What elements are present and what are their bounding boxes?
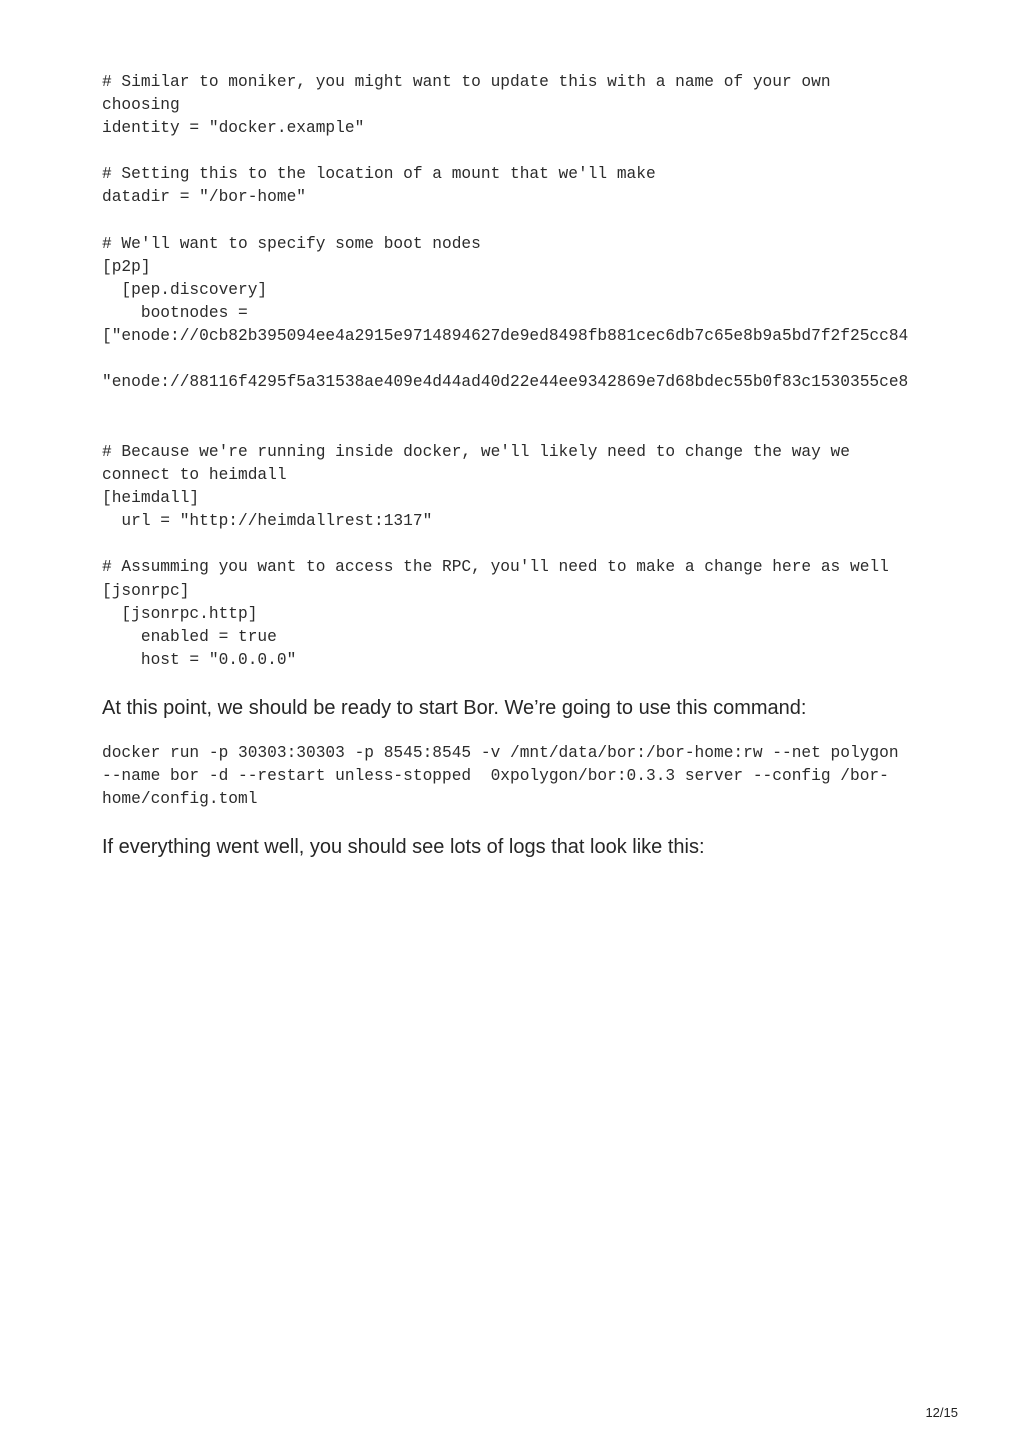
code-line: # Because we're running inside docker, we'll likely need to change the way we	[102, 443, 850, 461]
code-line: docker run -p 30303:30303 -p 8545:8545 -v /mnt/data/bor:/bor-home:rw --net polygon	[102, 744, 899, 762]
code-line: # Similar to moniker, you might want to update this with a name of your own	[102, 73, 831, 91]
code-line: [pep.discovery]	[102, 280, 268, 299]
code-line	[102, 140, 924, 163]
code-line: choosing	[102, 96, 180, 115]
code-line: # We'll want to specify some boot nodes	[102, 234, 481, 253]
code-line: connect to heimdall	[102, 466, 287, 485]
code-line: [jsonrpc]	[102, 581, 190, 600]
code-line: # Assumming you want to access the RPC, you'll need to make a change here as well	[102, 558, 889, 577]
code-line: datadir = "/bor-home"	[102, 188, 306, 207]
logs-paragraph: If everything went well, you should see lots of logs that look like this:	[102, 836, 705, 858]
code-line	[102, 348, 924, 371]
code-line	[102, 533, 924, 556]
code-line: [jsonrpc.http]	[102, 604, 258, 623]
code-line: identity = "docker.example"	[102, 119, 365, 138]
code-line: ["enode://0cb82b395094ee4a2915e9714894627de9ed8498fb881cec6db7c65e8b9a5bd7f2f25cc84	[102, 327, 909, 346]
page-number: 12/15	[925, 1405, 958, 1420]
code-line: home/config.toml	[102, 790, 258, 809]
heimdall-code-block	[102, 441, 924, 672]
code-line	[102, 210, 924, 233]
code-line: --name bor -d --restart unless-stopped 0xpolygon/bor:0.3.3 server --config /bor-	[102, 767, 889, 786]
code-line: url = "http://heimdallrest:1317"	[102, 512, 433, 531]
code-line: bootnodes =	[102, 303, 248, 322]
code-line: enabled = true	[102, 627, 277, 646]
code-line: [heimdall]	[102, 489, 200, 508]
start-bor-paragraph: At this point, we should be ready to start Bor. We’re going to use this command:	[102, 697, 807, 719]
docker-command-block	[102, 742, 924, 811]
code-line: host = "0.0.0.0"	[102, 650, 297, 669]
code-line: "enode://88116f4295f5a31538ae409e4d44ad40d22e44ee9342869e7d68bdec55b0f83c1530355ce8	[102, 373, 909, 392]
code-line: # Setting this to the location of a mount that we'll make	[102, 165, 656, 184]
code-line: [p2p]	[102, 257, 151, 276]
config-code-block	[102, 71, 924, 394]
